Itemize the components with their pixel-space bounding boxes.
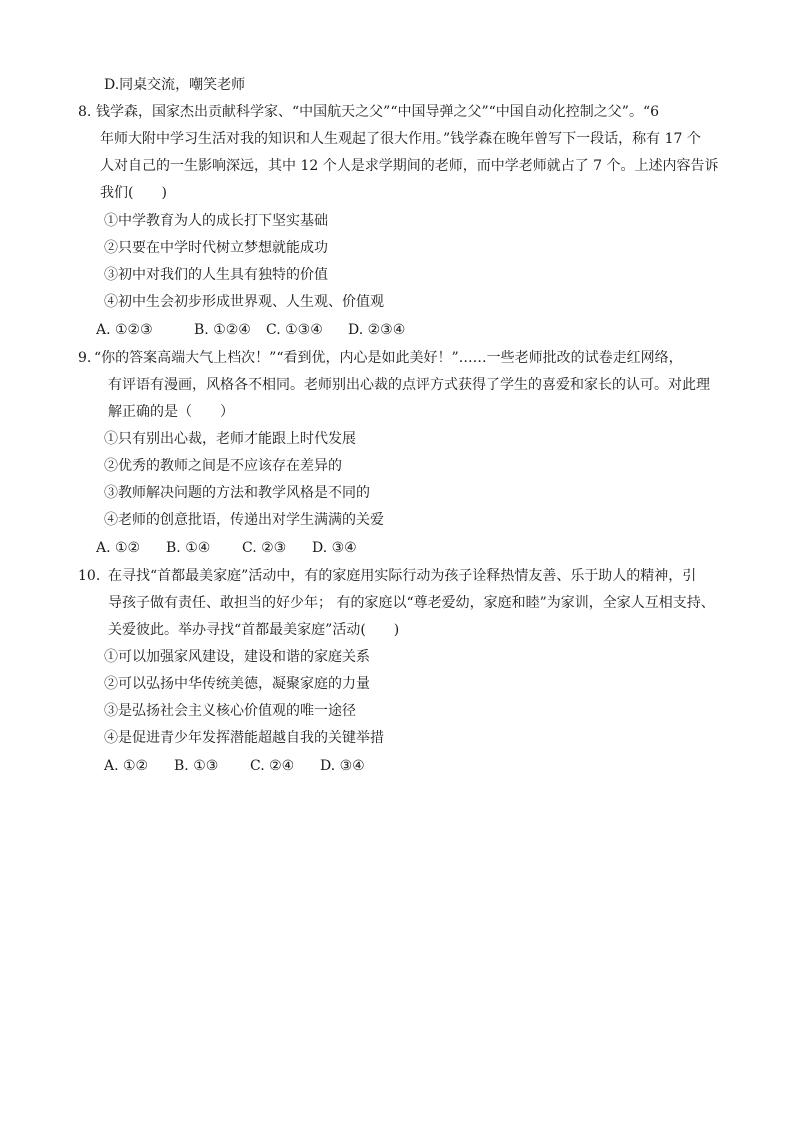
statement-item: ①中学教育为人的成长打下坚实基础 [104,213,328,229]
question-number: 8. [78,104,92,120]
prev-question-option-d: D.同桌交流，嘲笑老师 [104,77,246,93]
choice-a: A. ①② [104,758,149,774]
choice-c: C. ②③ [242,540,287,556]
choice-c: C. ①③④ [266,322,323,338]
statement-item: ②只要在中学时代树立梦想就能成功 [104,240,328,256]
question-stem-line: “你的答案高端大气上档次！”“看到优，内心是如此美好！”……一些老师批改的试卷走红网络， [94,350,683,366]
statement-item: ③教师解决问题的方法和教学风格是不同的 [104,485,370,501]
statement-item: ①只有别出心裁，老师才能跟上时代发展 [104,431,356,447]
statement-item: ④初中生会初步形成世界观、人生观、价值观 [104,294,384,310]
choice-a: A. ①② [96,540,141,556]
choice-d: D. ③④ [312,540,357,556]
question-number: 10. [78,568,101,584]
choice-b: B. ①②④ [194,322,251,338]
answer-choices [96,538,357,558]
question-stem-line: 钱学森，国家杰出贡献科学家、“中国航天之父”“中国导弹之父”“中国自动化控制之父”。“6 [96,104,660,120]
statement-item: ④是促进青少年发挥潜能超越自我的关键举措 [104,730,384,746]
question-stem-line: 有评语有漫画，风格各不相同。老师别出心裁的点评方式获得了学生的喜爱和家长的认可。对此理 [108,377,710,393]
statement-item: ②可以弘扬中华传统美德，凝聚家庭的力量 [104,676,370,692]
question-stem-line: 年师大附中学习生活对我的知识和人生观起了很大作用。”钱学森在晚年曾写下一段话，称有 17 个 [100,131,701,147]
statement-item: ③是弘扬社会主义核心价值观的唯一途径 [104,703,356,719]
choice-b: B. ①③ [174,758,219,774]
choice-a: A. ①②③ [96,322,153,338]
choice-b: B. ①④ [166,540,211,556]
answer-choices [104,756,365,776]
answer-choices [96,320,405,340]
question-stem-line: 人对自己的一生影响深远，其中 12 个人是求学期间的老师，而中学老师就占了 7 个。上述内容告诉 [100,158,719,174]
question-stem-line: 解正确的是（ ） [108,404,234,420]
choice-c: C. ②④ [250,758,295,774]
choice-d: D. ②③④ [348,322,406,338]
statement-item: ②优秀的教师之间是不应该存在差异的 [104,458,342,474]
statement-item: ①可以加强家风建设，建设和谐的家庭关系 [104,649,370,665]
statement-item: ④老师的创意批语，传递出对学生满满的关爱 [104,512,384,528]
question-stem-line: 在寻找“首都最美家庭”活动中，有的家庭用实际行动为孩子诠释热情友善、乐于助人的精神，引 [108,568,697,584]
question-number: 9. [78,350,92,366]
question-stem-line: 导孩子做有责任、敢担当的好少年； 有的家庭以“尊老爱幼，家庭和睦”为家训，全家人互相支持、 [108,595,715,611]
choice-d: D. ③④ [320,758,365,774]
question-stem-line: 我们( ) [100,185,167,201]
question-stem-line: 关爱彼此。举办寻找“首都最美家庭”活动( ) [108,622,400,638]
statement-item: ③初中对我们的人生具有独特的价值 [104,267,328,283]
